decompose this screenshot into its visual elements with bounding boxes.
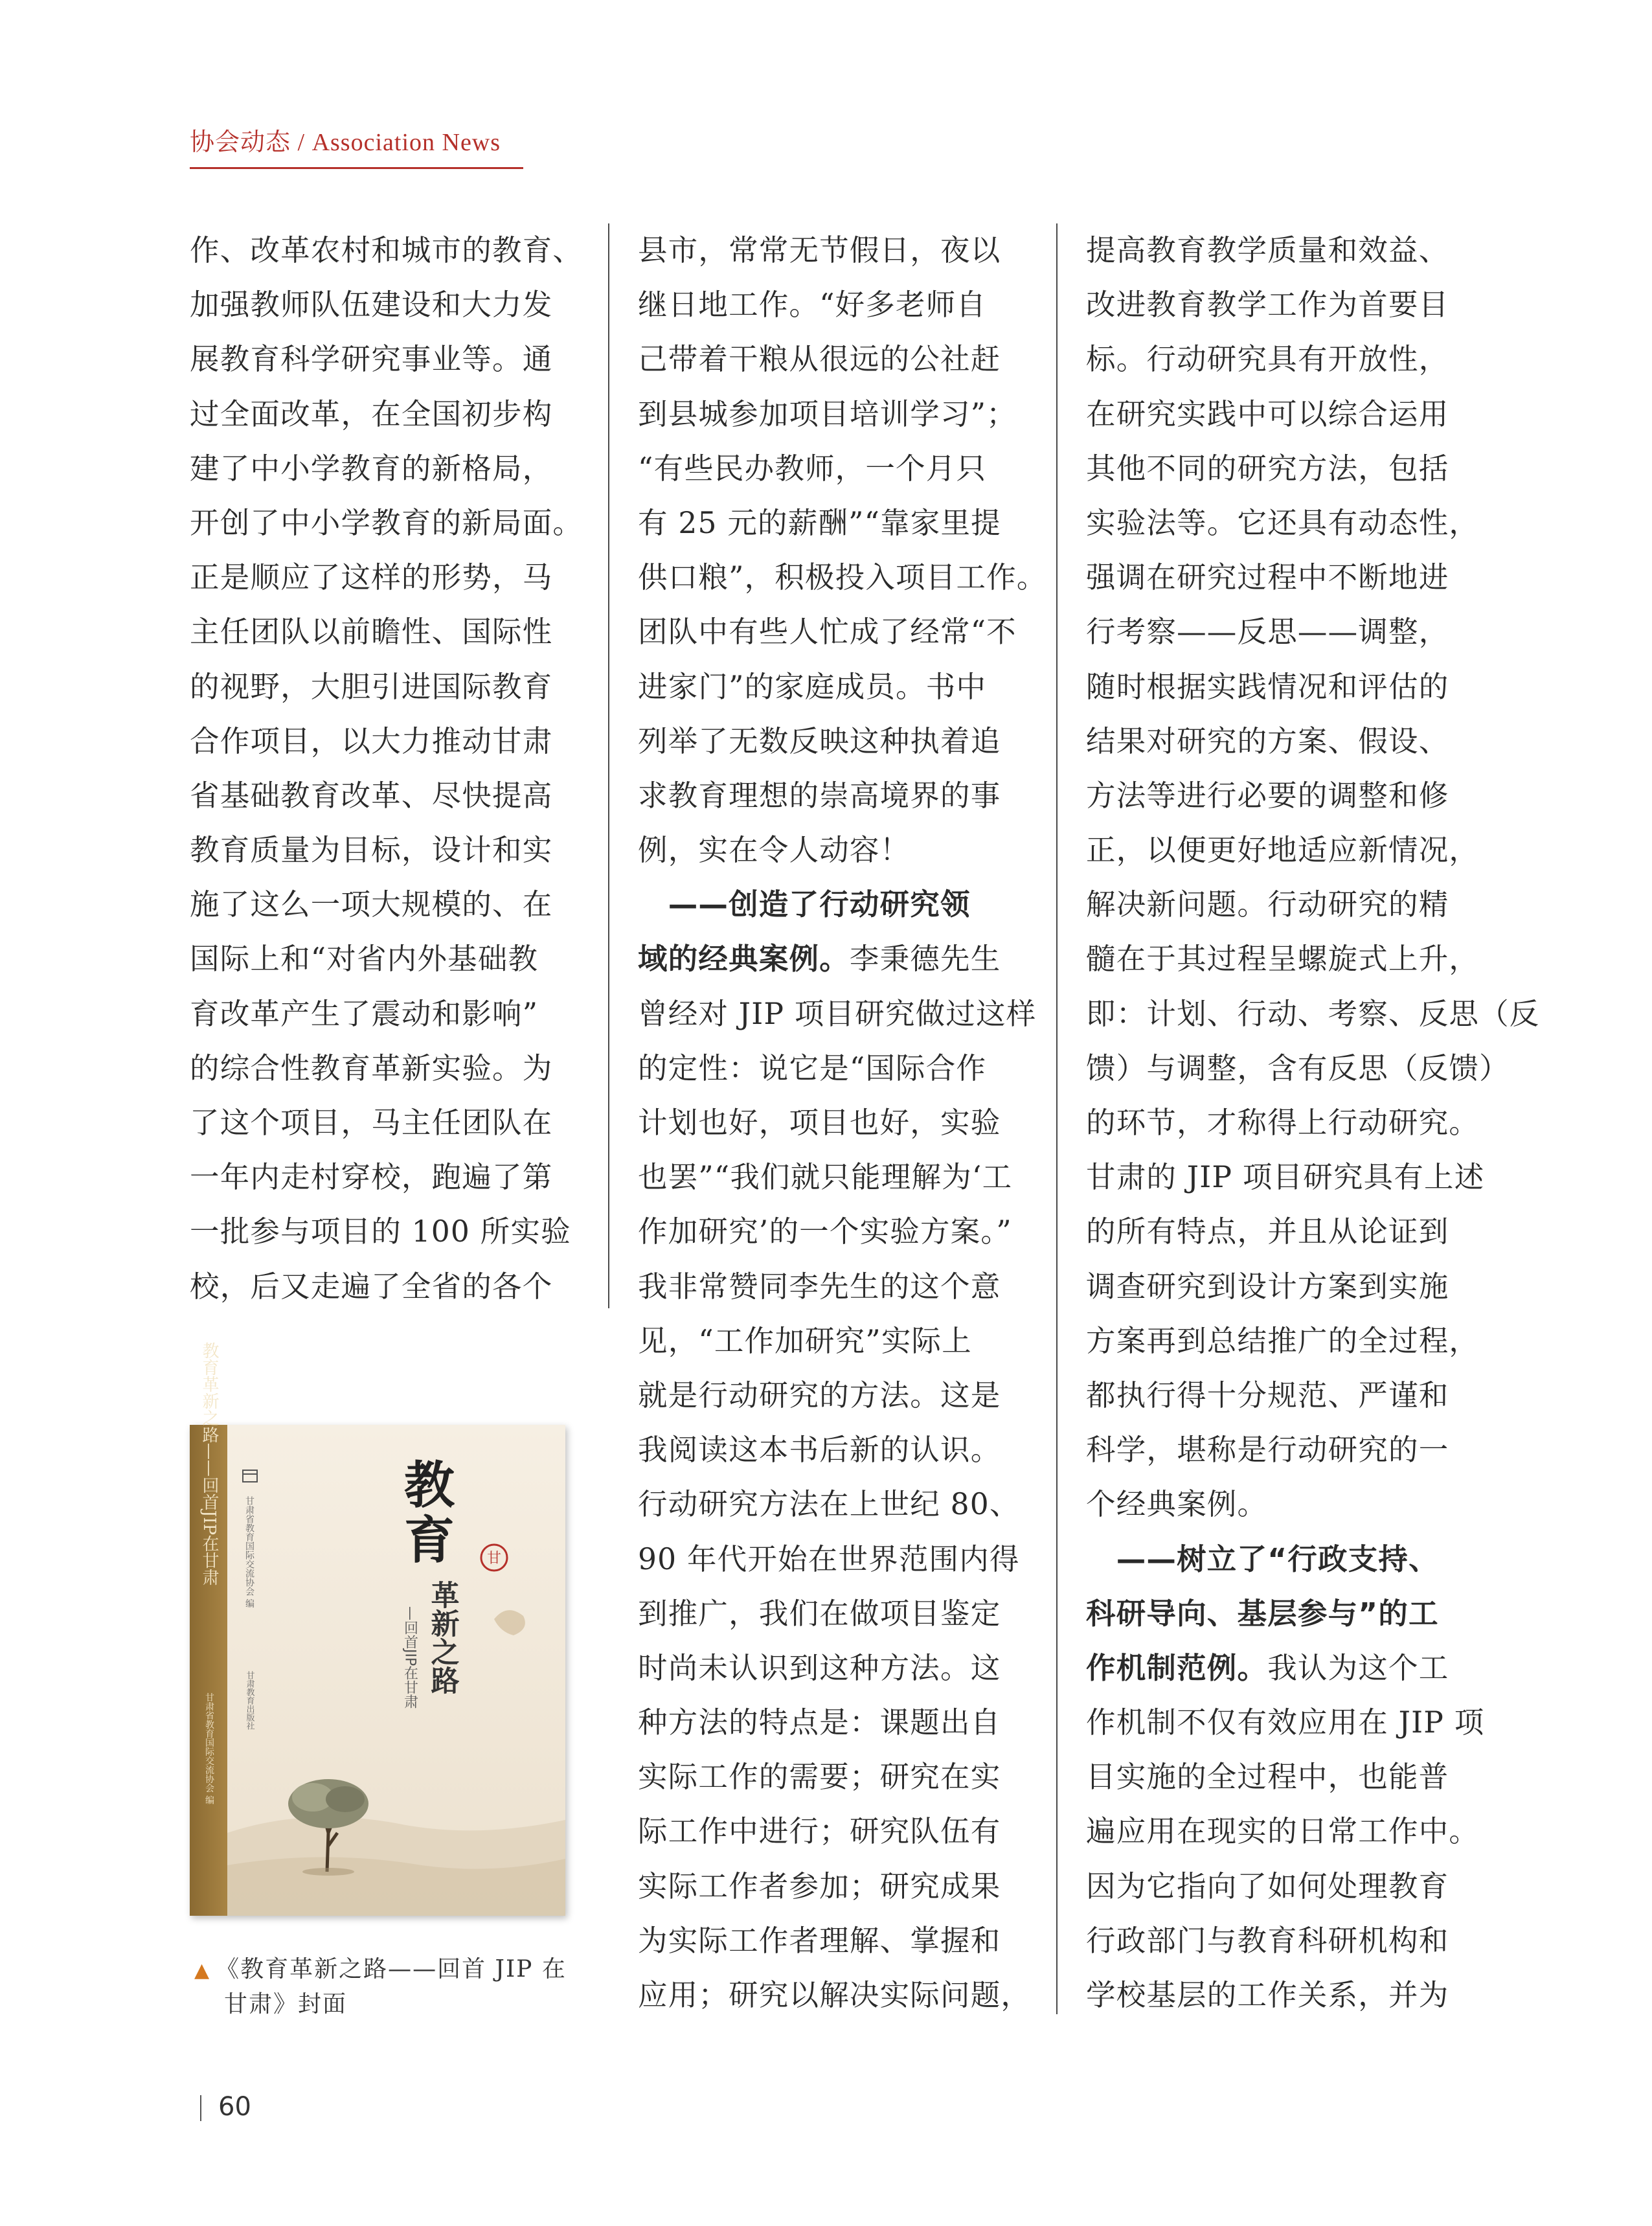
text-line: 例，实在令人动容！ xyxy=(638,833,911,868)
text-line: 解决新问题。行动研究的精 xyxy=(1086,887,1449,922)
text-line-rest: 李秉德先生 xyxy=(849,942,1001,977)
text-line xyxy=(1086,1587,1475,1641)
text-line: 其他不同的研究方法，包括 xyxy=(1086,451,1449,486)
text-line: 一批参与项目的 100 所实验 xyxy=(190,1214,571,1249)
text-line: 展教育科学研究事业等。通 xyxy=(190,342,553,377)
text-line: 际工作中进行；研究队伍有 xyxy=(638,1814,1001,1849)
section-title-en: Association News xyxy=(311,129,501,156)
emphasis-heading: 科研导向、基层参与”的工 xyxy=(1086,1596,1439,1631)
text-line: 团队中有些人忙成了经常“不 xyxy=(638,615,1017,650)
text-line: 加强教师队伍建设和大力发 xyxy=(190,288,553,323)
page-number: 60 xyxy=(218,2092,251,2122)
text-line: 继日地工作。“好多老师自 xyxy=(638,288,987,323)
text-line: 实际工作的需要；研究在实 xyxy=(638,1760,1001,1795)
caption-line-1: 《教育革新之路——回首 JIP 在 xyxy=(216,1956,567,1982)
text-line: 科学，堪称是行动研究的一 xyxy=(1086,1433,1449,1468)
text-line: 曾经对 JIP 项目研究做过这样 xyxy=(638,996,1037,1031)
book-publisher: 甘肃教育出版社 xyxy=(244,1671,255,1730)
text-line: 过全面改革，在全国初步构 xyxy=(190,396,553,431)
text-line: 作加研究’的一个实验方案。” xyxy=(638,1214,1012,1249)
text-line: “有些民办教师，一个月只 xyxy=(638,451,987,486)
text-line: 育改革产生了震动和影响” xyxy=(190,996,539,1031)
text-line: 国际上和“对省内外基础教 xyxy=(190,942,539,977)
text-line: 强调在研究过程中不断地进 xyxy=(1086,560,1449,595)
text-line: 供口粮”，积极投入项目工作。 xyxy=(638,560,1047,595)
text-line: 也罢”“我们就只能理解为‘工 xyxy=(638,1160,1013,1195)
text-line: 合作项目，以大力推动甘肃 xyxy=(190,723,553,758)
text-line: 实验法等。它还具有动态性， xyxy=(1086,505,1480,540)
emphasis-heading: ——创造了行动研究领 xyxy=(638,887,971,922)
text-line xyxy=(1086,1532,1475,1587)
text-line: 作机制不仅有效应用在 JIP 项 xyxy=(1086,1705,1485,1740)
text-line: 主任团队以前瞻性、国际性 xyxy=(190,615,553,650)
text-line: 建了中小学教育的新格局， xyxy=(190,451,553,486)
text-line: 方案再到总结推广的全过程， xyxy=(1086,1323,1480,1358)
text-line: 行政部门与教育科研机构和 xyxy=(1086,1923,1449,1958)
text-line: 进家门”的家庭成员。书中 xyxy=(638,669,987,704)
column-divider-2 xyxy=(1056,223,1058,2014)
section-header xyxy=(190,122,501,174)
text-line: 求教育理想的崇高境界的事 xyxy=(638,778,1001,813)
text-line: 教育质量为目标，设计和实 xyxy=(190,833,553,868)
text-line: 到推广，我们在做项目鉴定 xyxy=(638,1596,1001,1631)
footer-rule xyxy=(200,2095,201,2121)
text-line: 90 年代开始在世界范围内得 xyxy=(638,1541,1020,1576)
book-cover-figure xyxy=(190,1341,565,1917)
text-line: 为实际工作者理解、掌握和 xyxy=(638,1923,1001,1958)
text-line: 见，“工作加研究”实际上 xyxy=(638,1323,972,1358)
text-line: 学校基层的工作关系，并为 xyxy=(1086,1978,1449,2012)
text-line: 髓在于其过程呈螺旋式上升， xyxy=(1086,942,1480,977)
text-line: 目实施的全过程中，也能普 xyxy=(1086,1760,1449,1795)
text-line xyxy=(1086,1641,1475,1696)
text-line: 开创了中小学教育的新局面。 xyxy=(190,505,583,540)
text-line: 在研究实践中可以综合运用 xyxy=(1086,396,1449,431)
text-line: 调查研究到设计方案到实施 xyxy=(1086,1269,1449,1304)
text-line: 的综合性教育革新实验。为 xyxy=(190,1051,553,1085)
text-line: 个经典案例。 xyxy=(1086,1487,1268,1522)
text-line: 行考察——反思——调整， xyxy=(1086,615,1449,650)
text-line: 的定性：说它是“国际合作 xyxy=(638,1051,987,1085)
text-line: 方法等进行必要的调整和修 xyxy=(1086,778,1449,813)
text-line: 提高教育教学质量和效益、 xyxy=(1086,233,1449,267)
text-line: 即：计划、行动、考察、反思（反 xyxy=(1086,996,1540,1031)
text-line: 结果对研究的方案、假设、 xyxy=(1086,723,1449,758)
svg-text:甘: 甘 xyxy=(486,1550,502,1567)
text-line-rest: 我认为这个工 xyxy=(1267,1650,1449,1685)
section-title-zh: 协会动态 xyxy=(190,128,291,156)
text-line: 的环节，才称得上行动研究。 xyxy=(1086,1106,1480,1140)
text-line: 了这个项目，马主任团队在 xyxy=(190,1106,553,1140)
text-line: 应用；研究以解决实际问题， xyxy=(638,1978,1032,2012)
text-column-3 xyxy=(1086,223,1540,2023)
book-title-char-1: 教 xyxy=(403,1456,455,1515)
text-line: 我非常赞同李先生的这个意 xyxy=(638,1269,1001,1304)
figure-caption xyxy=(194,1953,567,2021)
text-line: 就是行动研究的方法。这是 xyxy=(638,1378,1001,1413)
text-column-1 xyxy=(190,223,583,1314)
text-line: 己带着干粮从很远的公社赶 xyxy=(638,342,1001,377)
text-line: 校，后又走遍了全省的各个 xyxy=(190,1269,553,1304)
text-line: 施了这么一项大规模的、在 xyxy=(190,887,553,922)
text-line: 有 25 元的薪酬”“靠家里提 xyxy=(638,505,1001,540)
text-line: 正，以便更好地适应新情况， xyxy=(1086,833,1480,868)
text-column-2 xyxy=(638,223,1047,2023)
text-line: 的视野，大胆引进国际教育 xyxy=(190,669,553,704)
text-line: 因为它指向了如何处理教育 xyxy=(1086,1868,1449,1903)
text-line xyxy=(638,878,1026,932)
book-subtitle: 革新之路 xyxy=(425,1580,459,1694)
book-spine-editor: 甘肃省教育国际交流协会 编 xyxy=(204,1692,214,1805)
text-line: 种方法的特点是：课题出自 xyxy=(638,1705,1001,1740)
text-line: 正是顺应了这样的形势，马 xyxy=(190,560,553,595)
text-line: 改进教育教学工作为首要目 xyxy=(1086,288,1449,323)
column-divider-1 xyxy=(608,223,609,1308)
emphasis-heading: 域的经典案例。 xyxy=(638,942,850,977)
text-line: 我阅读这本书后新的认识。 xyxy=(638,1433,1001,1468)
emphasis-heading: ——树立了“行政支持、 xyxy=(1086,1541,1439,1576)
book-title-char-2: 育 xyxy=(403,1511,455,1570)
text-line: 行动研究方法在上世纪 80、 xyxy=(638,1487,1020,1522)
text-line: 都执行得十分规范、严谨和 xyxy=(1086,1378,1449,1413)
text-line: 馈）与调整，含有反思（反馈） xyxy=(1086,1051,1510,1085)
book-editor-vertical: 甘肃省教育国际交流协会 编 xyxy=(244,1496,255,1608)
caption-line-2: 甘肃》封面 xyxy=(224,1991,348,2017)
text-line: 甘肃的 JIP 项目研究具有上述 xyxy=(1086,1160,1485,1195)
text-line: 作、改革农村和城市的教育、 xyxy=(190,233,583,267)
header-underline xyxy=(190,167,523,169)
text-line xyxy=(638,932,1026,986)
text-line: 到县城参加项目培训学习”； xyxy=(638,396,1017,431)
book-cover-image xyxy=(190,1341,565,1916)
text-line: 遍应用在现实的日常工作中。 xyxy=(1086,1814,1480,1849)
book-spine-title: 教育革新之路——回首JIP在甘肃 xyxy=(199,1341,219,1586)
caption-triangle-icon: ▲ xyxy=(194,1959,211,1982)
section-title xyxy=(190,128,501,156)
text-line: 时尚未认识到这种方法。这 xyxy=(638,1650,1001,1685)
text-line: 列举了无数反映这种执着追 xyxy=(638,723,1001,758)
text-line: 标。行动研究具有开放性， xyxy=(1086,342,1449,377)
text-line: 随时根据实践情况和评估的 xyxy=(1086,669,1449,704)
text-line: 的所有特点，并且从论证到 xyxy=(1086,1214,1449,1249)
text-line: 一年内走村穿校，跑遍了第 xyxy=(190,1160,553,1195)
book-subtitle-2: —回首JIP在甘肃 xyxy=(402,1606,418,1709)
section-title-separator: / xyxy=(291,129,312,156)
emphasis-heading: 作机制范例。 xyxy=(1086,1650,1268,1685)
text-line: 省基础教育改革、尽快提高 xyxy=(190,778,553,813)
text-line: 计划也好，项目也好，实验 xyxy=(638,1106,1001,1140)
text-line: 县市，常常无节假日，夜以 xyxy=(638,233,1001,267)
text-line: 实际工作者参加；研究成果 xyxy=(638,1868,1001,1903)
